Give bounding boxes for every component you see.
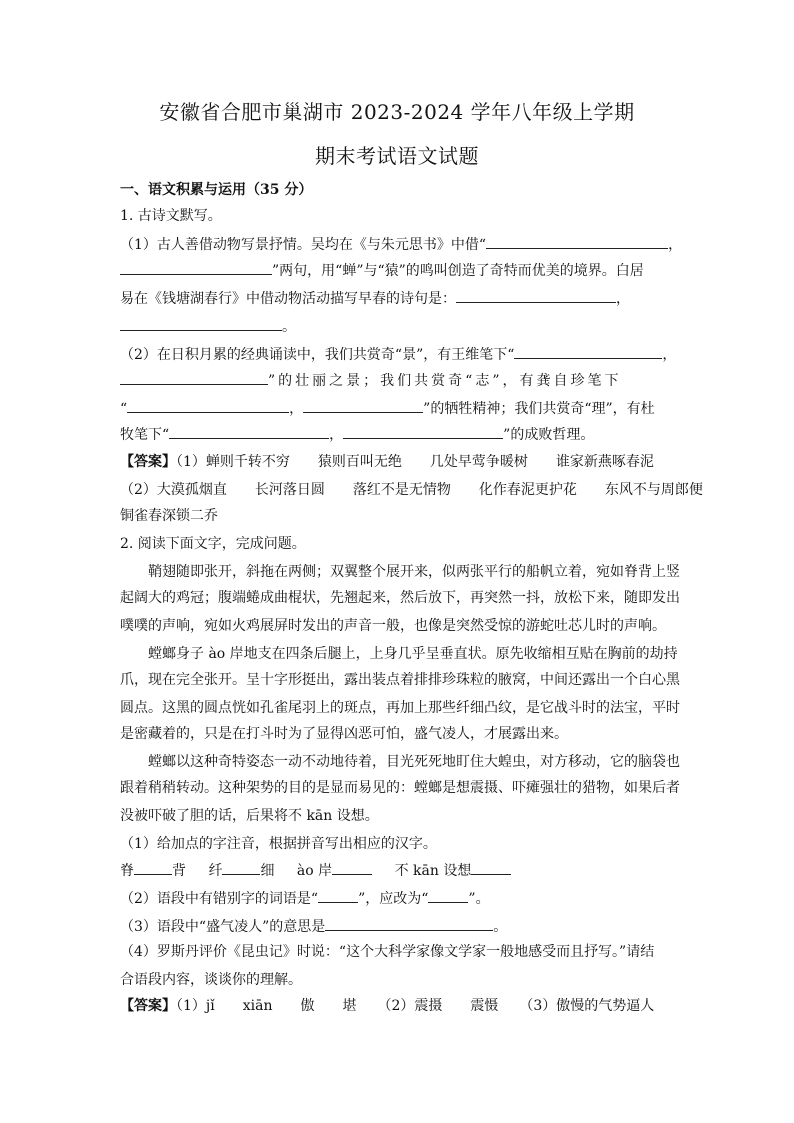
q1-part1-text-b: ， [668, 237, 683, 253]
q1-part2-text-d: “ [120, 401, 128, 417]
q2-part3-text-a: （3）语段中“盛气凌人”的意思是 [120, 919, 326, 935]
answer-blank [222, 860, 260, 875]
q2-part1: （1）给加点的字注音，根据拼音写出相应的汉字。 [120, 836, 437, 852]
answer-1-line3: 铜雀春深锁二乔 [120, 508, 218, 524]
q1-part1-line1 [120, 234, 683, 255]
pinyin-item-xi: 细 [260, 863, 275, 879]
passage-p1-line2: 起阔大的鸡冠；腹端蜷成曲棍状，先翘起来，然后放下，再突然一抖，放松下来，随即发出 [120, 590, 680, 606]
q2-part3-text-b: 。 [493, 919, 508, 935]
q1-part1-line3 [120, 288, 680, 309]
answer-blank [486, 234, 668, 249]
q1-part1-text-c: ”两句，用“蝉”与“猿”的鸣叫创造了奇特而优美的境界。白居 [272, 263, 644, 279]
q1-part2-text-c: ”的壮丽之景；我们共赏奇“志”，有龚自珍笔下 [268, 373, 622, 389]
answer-blank [428, 888, 468, 903]
answer-blank [120, 370, 268, 385]
passage-p2-line4: 是密藏着的，只是在打斗时为了显得凶恶可怕，盛气凌人，才展露出来。 [120, 726, 568, 742]
q1-part2-text-g: 牧笔下“ [120, 427, 170, 443]
q1-part1-line2 [120, 260, 680, 281]
q2-part4-line1: （4）罗斯丹评价《昆虫记》时说：“这个大科学家像文学家一般地感受而且抒写。”请结 [120, 944, 655, 960]
q2-part2-text-a: （2）语段中有错别字的词语是“ [120, 891, 319, 907]
answer-blank [127, 398, 289, 413]
question-2-title: 2. 阅读下面文字，完成问题。 [120, 536, 306, 552]
q2-part2-text-b: ”，应改为“ [358, 891, 429, 907]
passage-p1-line3: 噗噗的声响，宛如火鸡展屏时发出的声音一般，也像是突然受惊的游蛇吐芯儿时的声响。 [120, 618, 666, 634]
answer-label: 【答案】 [120, 998, 176, 1014]
answer-blank [134, 860, 172, 875]
q1-part2-text-f: ”的牺牲精神；我们共赏奇“理”，有杜 [423, 401, 655, 417]
answer-blank [343, 424, 503, 439]
answer-2-text: （1）jǐ xiān 傲 堪 （2）震摄 震慑 （3）傲慢的气势逼人 [176, 998, 655, 1014]
section-heading: 一、语文积累与运用（35 分） [120, 182, 313, 198]
q2-part4-line2: 合语段内容，谈谈你的理解。 [120, 972, 302, 988]
q1-part2-line1 [120, 344, 680, 365]
q1-part2-line3 [120, 398, 680, 419]
q2-part2-text-c: ”。 [468, 891, 490, 907]
q2-part3 [120, 916, 680, 937]
answer-blank [120, 316, 282, 331]
answer-blank [332, 860, 372, 875]
q1-part1-text-d: 易在《钱塘湖春行》中借动物活动描写早春的诗句是： [120, 291, 456, 307]
q1-part2-text-a: （2）在日积月累的经典诵读中，我们共赏奇“景”，有王维笔下“ [120, 347, 515, 363]
answer-2-line1 [120, 996, 680, 1016]
q1-part1-text-f: 。 [282, 319, 296, 335]
pinyin-item-bei: 背 [172, 863, 186, 879]
q2-part1-blanks [120, 860, 680, 881]
answer-1-line1 [120, 452, 680, 472]
answer-blank [318, 888, 358, 903]
q1-part2-text-h: ， [329, 427, 344, 443]
q1-part1-text-e: ， [616, 291, 630, 307]
q1-part1-text-a: （1）古人善借动物写景抒情。吴均在《与朱元思书》中借“ [120, 237, 487, 253]
pinyin-item-aoan: ào 岸 [296, 863, 333, 879]
q1-part1-line4 [120, 316, 680, 337]
answer-blank [303, 398, 423, 413]
passage-p3-line3: 没被吓破了胆的话，后果将不 kān 设想。 [120, 808, 379, 824]
answer-blank [456, 288, 616, 303]
q1-part2-text-i: ”的成败哲理。 [503, 427, 595, 443]
q2-part2 [120, 888, 680, 909]
question-1-title: 1. 古诗文默写。 [120, 208, 222, 224]
document-title-line2: 期末考试语文试题 [315, 144, 479, 168]
answer-blank [514, 344, 662, 359]
answer-blank [169, 424, 329, 439]
pinyin-item-xian: 纤 [208, 863, 223, 879]
answer-1-line2: （2）大漠孤烟直 长河落日圆 落红不是无情物 化作春泥更护花 东风不与周郎便 [120, 482, 703, 498]
passage-p3-line1: 螳螂以这种奇特姿态一动不动地待着，目光死死地盯住大蝗虫，对方移动，它的脑袋也 [148, 754, 680, 770]
answer-blank [120, 260, 272, 275]
q1-part2-line2 [120, 370, 680, 391]
answer-1-text-1: （1）蝉则千转不穷 猿则百叫无绝 几处早莺争暖树 谁家新燕啄春泥 [176, 454, 654, 470]
passage-p1-line1: 鞘翅随即张开，斜拖在两侧；双翼整个展开来，似两张平行的船帆立着，宛如脊背上竖 [148, 564, 680, 580]
answer-blank [471, 860, 511, 875]
answer-blank [325, 916, 493, 931]
passage-p3-line2: 跟着稍稍转动。这种架势的目的是显而易见的：螳螂是想震摄、吓瘫强壮的猎物，如果后者 [120, 780, 680, 796]
passage-p2-line2: 爪，现在完全张开。呈十字形挺出，露出装点着排排珍珠粒的腋窝，中间还露出一个白心黑 [120, 672, 680, 688]
q1-part2-line4 [120, 424, 680, 445]
document-title-line1: 安徽省合肥市巢湖市 2023-2024 学年八年级上学期 [159, 100, 635, 124]
q1-part2-text-e: ， [289, 401, 304, 417]
pinyin-item-ji: 脊 [120, 863, 134, 879]
passage-p2-line1: 螳螂身子 ào 岸地支在四条后腿上，上身几乎呈垂直状。原先收缩相互贴在胸前的劫持 [148, 646, 678, 662]
passage-p2-line3: 圆点。这黑的圆点恍如孔雀尾羽上的斑点，再加上那些纤细凸纹，是它战斗时的法宝，平时 [120, 700, 680, 716]
pinyin-item-kan: 不 kān 设想 [394, 863, 472, 879]
answer-label: 【答案】 [120, 454, 176, 470]
q1-part2-text-b: ， [662, 347, 677, 363]
